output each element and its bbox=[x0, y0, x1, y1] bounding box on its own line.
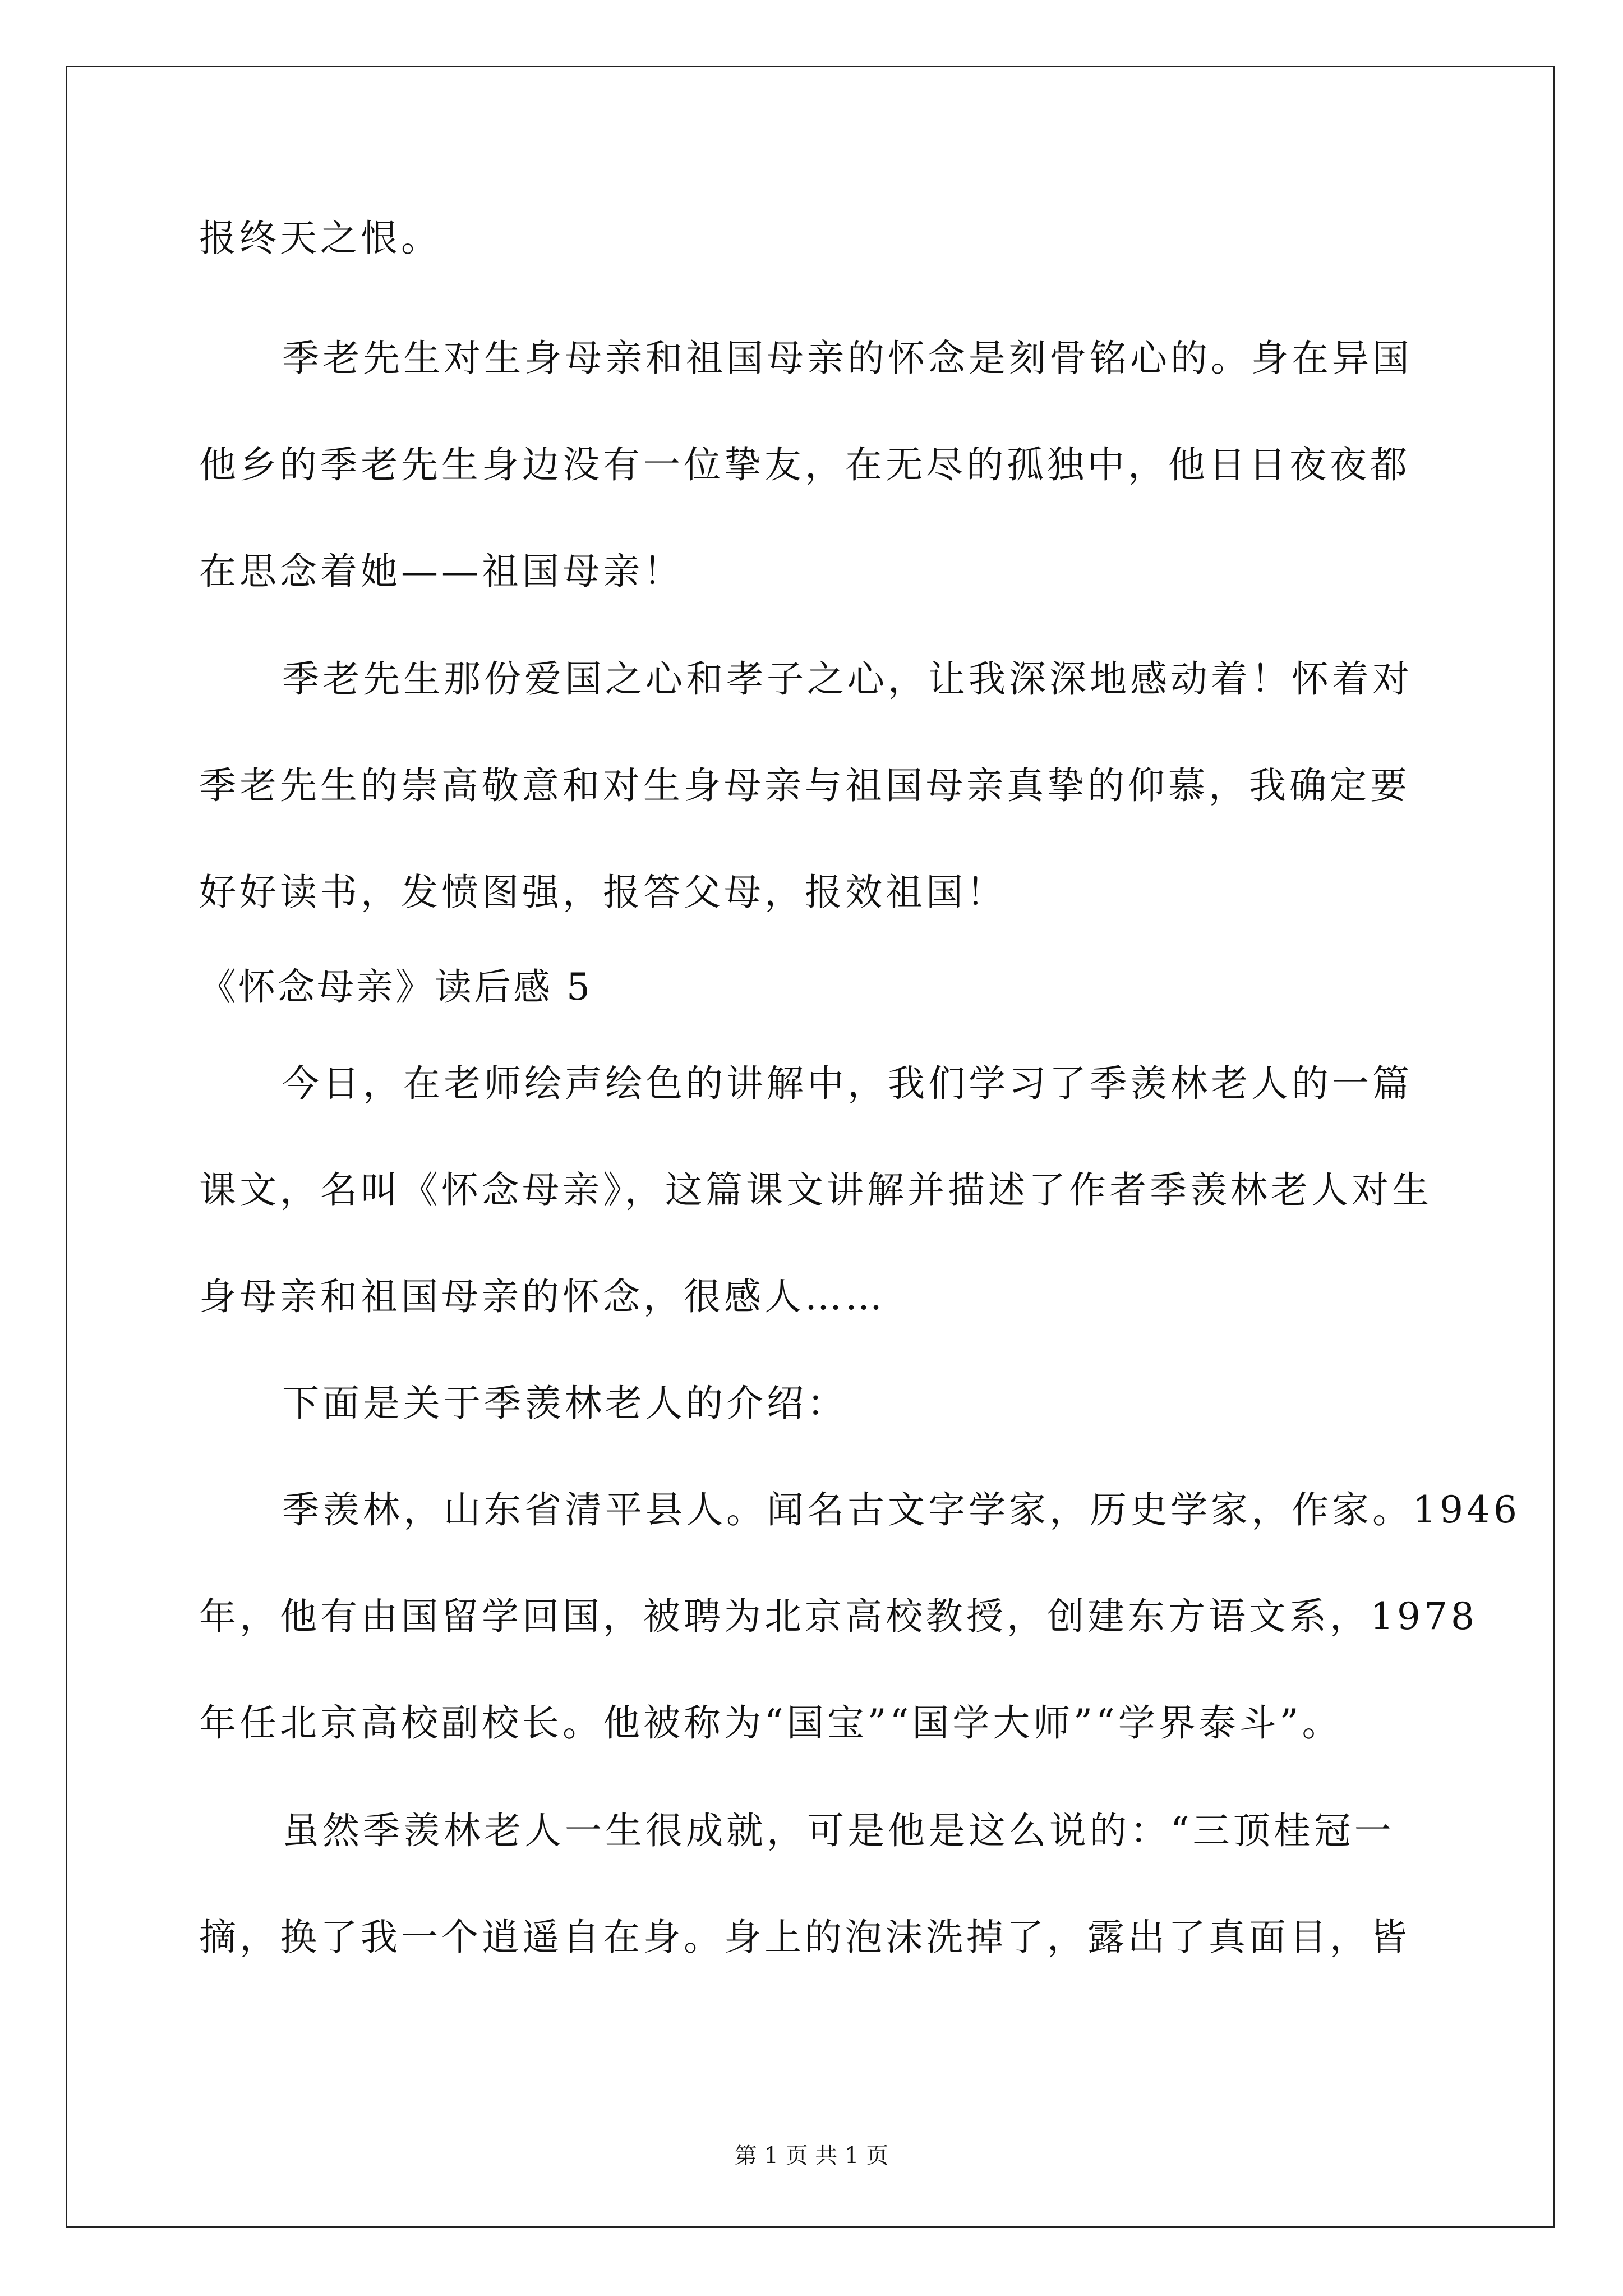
paragraph-line: 虽然季羡林老人一生很成就，可是他是这么说的：“三顶桂冠一 bbox=[282, 1809, 1395, 1852]
paragraph-line: 季老先生那份爱国之心和孝子之心，让我深深地感动着！怀着对 bbox=[282, 657, 1413, 701]
page-number-footer: 第 1 页 共 1 页 bbox=[734, 2143, 889, 2169]
paragraph-line: 年任北京高校副校长。他被称为“国宝”“国学大师”“学界泰斗”。 bbox=[199, 1701, 1343, 1745]
paragraph-line: 季羡林，山东省清平县人。闻名古文字学家，历史学家，作家。1946 bbox=[282, 1488, 1520, 1531]
paragraph-line: 今日，在老师绘声绘色的讲解中，我们学习了季羡林老人的一篇 bbox=[282, 1062, 1413, 1105]
paragraph-line: 他乡的季老先生身边没有一位挚友，在无尽的孤独中，他日日夜夜都 bbox=[199, 443, 1410, 486]
paragraph-line: 下面是关于季羡林老人的介绍： bbox=[282, 1382, 847, 1425]
paragraph-line: 在思念着她——祖国母亲！ bbox=[199, 550, 684, 593]
paragraph-line: 身母亲和祖国母亲的怀念，很感人…… bbox=[199, 1275, 886, 1318]
paragraph-line: 季老先生对生身母亲和祖国母亲的怀念是刻骨铭心的。身在异国 bbox=[282, 337, 1413, 380]
paragraph-line: 好好读书，发愤图强，报答父母，报效祖国！ bbox=[199, 871, 1007, 914]
section-heading: 《怀念母亲》读后感 5 bbox=[199, 965, 592, 1009]
page-border bbox=[66, 66, 1555, 2228]
paragraph-line: 报终天之恨。 bbox=[199, 217, 441, 260]
paragraph-line: 课文，名叫《怀念母亲》，这篇课文讲解并描述了作者季羡林老人对生 bbox=[199, 1168, 1432, 1212]
paragraph-line: 年，他有由国留学回国，被聘为北京高校教授，创建东方语文系，1978 bbox=[199, 1595, 1478, 1638]
paragraph-line: 摘，换了我一个逍遥自在身。身上的泡沫洗掉了，露出了真面目，皆 bbox=[199, 1916, 1410, 1959]
paragraph-line: 季老先生的崇高敬意和对生身母亲与祖国母亲真挚的仰慕，我确定要 bbox=[199, 764, 1410, 807]
